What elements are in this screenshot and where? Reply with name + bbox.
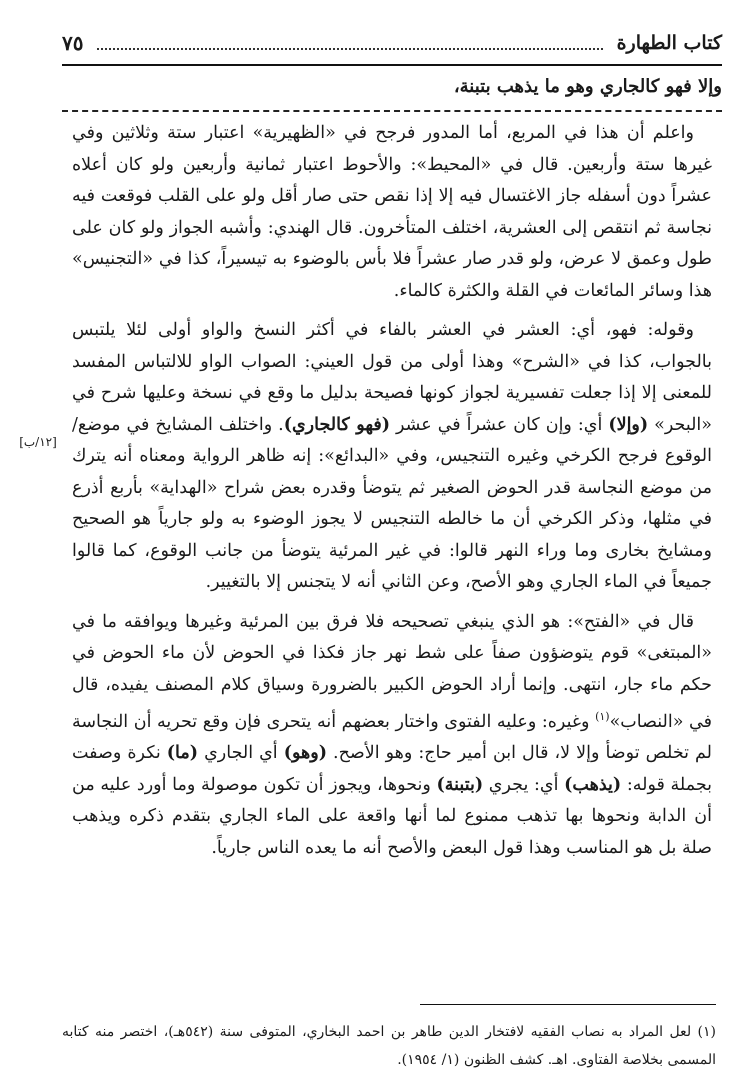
header-dotted-leader — [97, 36, 602, 50]
text-run: أي: وإن كان عشراً في عشر — [390, 414, 609, 435]
matn-quote: (فهو كالجاري) — [283, 414, 391, 435]
text-run: نكرة وصفت بجملة قوله: — [72, 743, 712, 795]
footnote: (١) لعل المراد به نصاب الفقيه لافتخار الدين طاهر بن احمد البخاري، المتوفى سنة (٥٤٢هـ)، اختصر منه كتابه المسمى بخلاصة الفتاوى. اهـ. كشف الظنون (١/ ١٩٥٤). — [62, 1024, 716, 1068]
header-rule — [62, 64, 722, 66]
matn-quote: (وإلا) — [608, 414, 649, 435]
manuscript-folio-marker: [١٢/ب] — [19, 435, 57, 449]
page-number: ٧٥ — [62, 31, 84, 55]
commentary-paragraph — [72, 607, 712, 865]
matn-dashed-rule — [62, 110, 722, 112]
matn-quote: (وهو) — [283, 743, 327, 764]
commentary-paragraph — [72, 118, 712, 307]
commentary-paragraph — [72, 315, 712, 599]
running-header — [62, 26, 722, 60]
matn-quote: (يذهب) — [564, 774, 622, 795]
matn-quote: (بتبنة) — [436, 774, 484, 795]
matn-text: وإلا فهو كالجاري وهو ما يذهب بتبنة، — [453, 76, 722, 97]
footnote-ref: (١) — [595, 710, 610, 723]
text-run: . واختلف المشايخ في موضع/ الوقوع فرجح الكرخي وغيره التنجيس، وفي «البدائع»: إنه ظاهر الرواية ومعناه أنه يترك من موضع النجاسة قدر الحوض الصغير ثم يتوضأ وقدره بعض شراح «الهداية» بأربع أذرع في مثلها، وذكر الكرخي أن ما خالطه التنجيس لا يجوز الوضوء به ولو جارياً هو الصحيح ومشايخ بخارى وما وراء النهر قالوا: في غير المرئية يتوضأ من جانب الوقوع، كما قالوا جميعاً في الماء الجاري وهو الأصح، وعن الثاني أنه لا يتجنس إلا بالتغيير. — [72, 414, 712, 592]
commentary-body — [72, 118, 712, 978]
running-title: كتاب الطهارة — [616, 32, 722, 54]
matn-quote: (ما) — [166, 743, 199, 764]
text-run: أي: يجري — [483, 774, 565, 795]
text-run: قال في «الفتح»: هو الذي ينبغي تصحيحه فلا فرق بين المرئية وغيرها ويوافقه ما في «المبتغى» قوم يتوضؤون صفاً على شط نهر جاز فكذا في الحوض لأن ماء الحوض في حكم ماء جار، انتهى. وإنما أراد الحوض الكبير بالضرورة وسياق كلام المصنف يفيده، قال في «النصاب» — [72, 611, 712, 732]
text-run: أي الجاري — [198, 743, 284, 764]
text-run: وقوله: فهو، أي: العشر في العشر بالفاء في أكثر النسخ والواو أولى لئلا يلتبس بالجواب، كذا في «الشرح» وهذا أولى من قول العيني: الصواب الواو للالتباس المفسد للمعنى إلا إذا جعلت تفسيرية لجواز كونها فصيحة بدليل ما وقع في نسخة وعليها شرح في «البحر» — [72, 320, 712, 435]
text-run: ونحوها، ويجوز أن تكون موصولة وما أورد عليه من أن الدابة ونحوها بها تذهب ممنوع لما أنها واقعة على الماء الجاري بتقدم ذكره ويذهب صلة بل هو المناسب وهذا قول البعض والأصح أنه ما يعده الناس جارياً. — [72, 774, 712, 858]
text-run: واعلم أن هذا في المربع، أما المدور فرجح في «الظهيرية» اعتبار ستة وثلاثين وفي غيرها ستة وأربعين. قال في «المحيط»: والأحوط اعتبار ثمانية وأربعين ولو كان أعلاه عشراً دون أسفله جاز الاغتسال فيه إلا إذا نقص حتى صار أقل ولو على القلب فوقعت فيه نجاسة ثم انتقص إلى العشرية، اختلف المتأخرون. قال الهندي: وأشبه الجواز ولو كان على طول وعمق لا عرض، ولو قدر صار عشراً فلا بأس بالوضوء به تيسيراً، كذا في «التجنيس» هذا وسائر المائعات في القلة والكثرة كالماء. — [72, 123, 712, 301]
text-run: وغيره: وعليه الفتوى واختار بعضهم أنه يتحرى فإن وقع تحريه أن النجاسة لم تخلص توضأ وإلا لا، قال ابن أمير حاج: وهو الأصح. — [72, 711, 713, 764]
footnote-rule — [420, 1004, 716, 1005]
